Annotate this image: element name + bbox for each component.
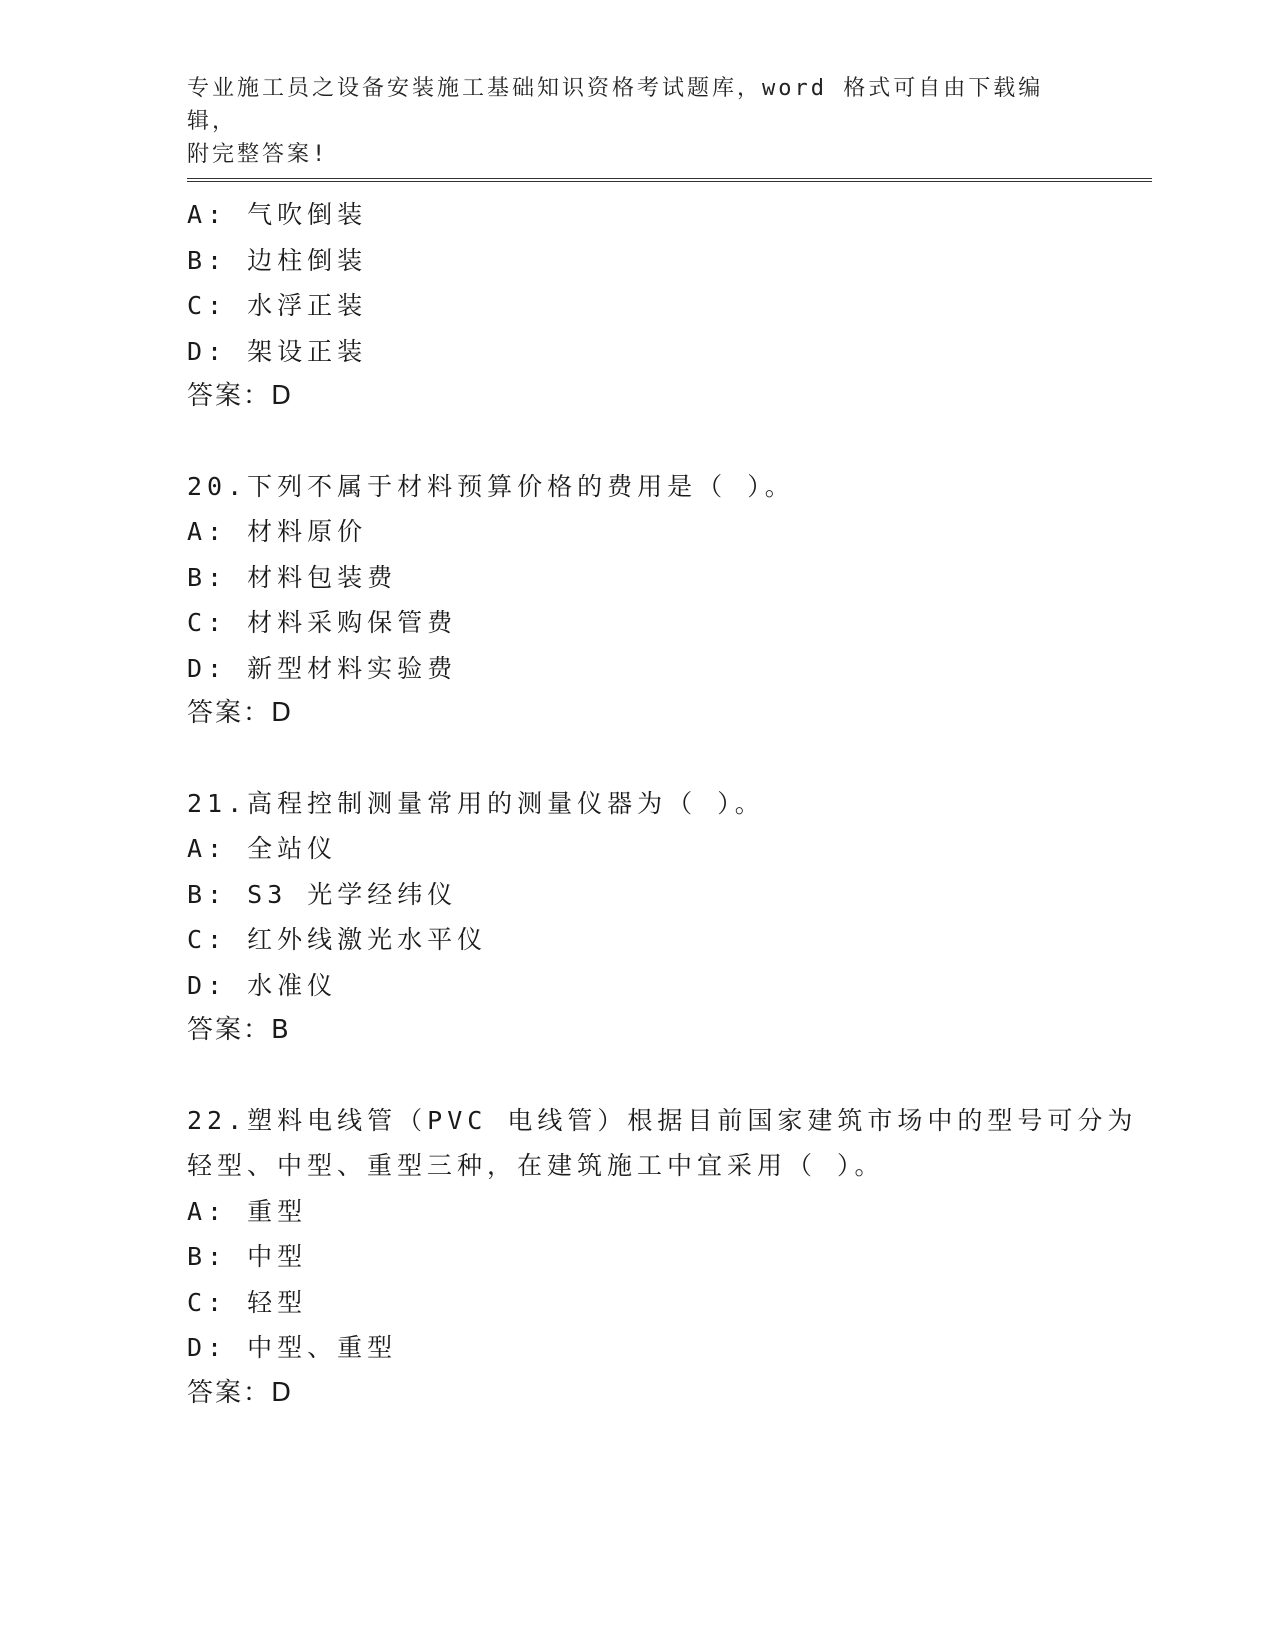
option-a: A: 重型 xyxy=(187,1196,308,1226)
answer: 答案：D xyxy=(187,1377,294,1408)
option-b: B: S3 光学经纬仪 xyxy=(187,879,458,909)
option-d: D: 水准仪 xyxy=(187,970,338,1000)
option-b: B: 材料包装费 xyxy=(187,562,398,592)
question-stem-line-2: 轻型、中型、重型三种，在建筑施工中宜采用（ ）。 xyxy=(187,1151,885,1180)
option-c: C: 材料采购保管费 xyxy=(187,608,458,637)
answer: 答案：D xyxy=(187,381,294,411)
header-line-2: 附完整答案! xyxy=(187,142,329,167)
option-a: A: 材料原价 xyxy=(187,517,368,546)
question-list xyxy=(187,192,1147,1416)
option-d: D: 中型、重型 xyxy=(187,1333,398,1362)
option-c: C: 轻型 xyxy=(187,1287,308,1317)
question-stem-line-1: 22.塑料电线管（PVC 电线管）根据目前国家建筑市场中的型号可分为 xyxy=(187,1105,1138,1135)
option-c: C: 水浮正装 xyxy=(187,291,368,320)
question-22 xyxy=(187,1098,1147,1417)
option-b: B: 边柱倒装 xyxy=(187,245,368,275)
question-stem: 21.高程控制测量常用的测量仪器为（ ）。 xyxy=(187,788,765,818)
question-21 xyxy=(187,781,1147,1054)
question-19-continued xyxy=(187,192,1147,420)
option-d: D: 架设正装 xyxy=(187,336,368,366)
header-divider xyxy=(187,178,1152,182)
answer: 答案：D xyxy=(187,698,294,728)
header-line-1: 专业施工员之设备安装施工基础知识资格考试题库，word 格式可自由下载编辑， xyxy=(187,76,1044,134)
page-header xyxy=(187,72,1087,171)
option-d: D: 新型材料实验费 xyxy=(187,653,458,683)
option-c: C: 红外线激光水平仪 xyxy=(187,925,488,954)
question-20 xyxy=(187,464,1147,737)
option-a: A: 气吹倒装 xyxy=(187,200,368,229)
option-a: A: 全站仪 xyxy=(187,834,338,863)
answer: 答案：B xyxy=(187,1015,291,1045)
question-stem: 20.下列不属于材料预算价格的费用是（ ）。 xyxy=(187,471,795,501)
option-b: B: 中型 xyxy=(187,1242,308,1271)
